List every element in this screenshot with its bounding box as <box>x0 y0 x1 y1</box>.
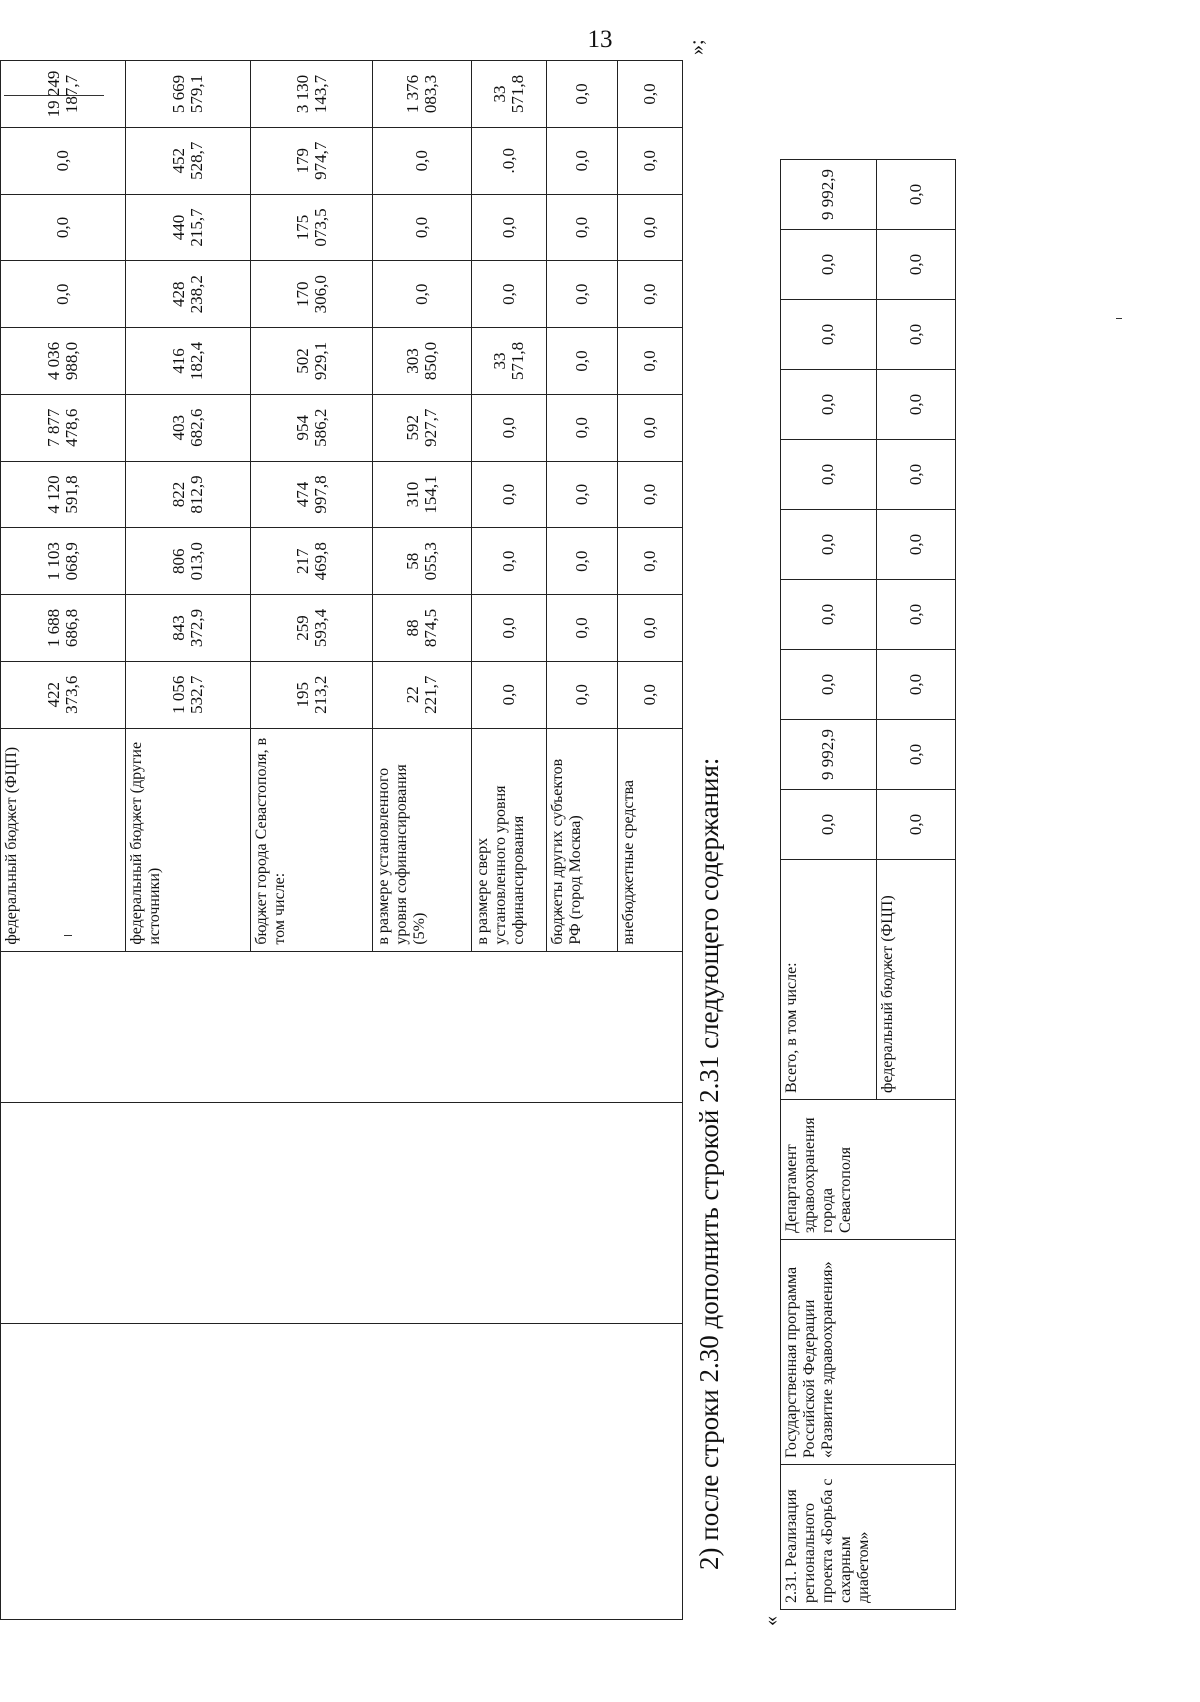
value-cell: 88 874,5 <box>373 595 472 662</box>
value-cell: 0,0 <box>876 440 955 510</box>
value-cell: 1 376 083,3 <box>373 61 472 128</box>
value-cell: 428 238,2 <box>126 261 251 328</box>
source-label: в размере установленного уровня софинансирования (5%) <box>373 728 472 951</box>
value-cell: 1 103 068,9 <box>1 528 126 595</box>
value-cell: 416 182,4 <box>126 328 251 395</box>
value-cell: 33 571,8 <box>472 61 547 128</box>
value-cell: 0,0 <box>781 230 877 300</box>
value-cell: .0,0 <box>472 127 547 194</box>
value-cell: 440 215,7 <box>126 194 251 261</box>
funding-table-continued <box>0 60 683 1620</box>
value-cell: 0,0 <box>472 528 547 595</box>
source-label: в размере сверх установленного уровня софинансирования <box>472 728 547 951</box>
value-cell: 954 586,2 <box>251 394 373 461</box>
value-cell: 0,0 <box>781 790 877 860</box>
source-label: внебюджетные средства <box>618 728 683 951</box>
value-cell: 1 056 532,7 <box>126 661 251 728</box>
value-cell: 0,0 <box>373 127 472 194</box>
amendment-text: 2) после строки 2.30 дополнить строкой 2.31 следующего содержания: <box>694 757 724 1570</box>
value-cell: 217 469,8 <box>251 528 373 595</box>
value-cell: 0,0 <box>547 261 618 328</box>
value-cell: 0,0 <box>472 595 547 662</box>
value-cell: 22 221,7 <box>373 661 472 728</box>
new-row-table <box>780 159 956 1610</box>
value-cell: 310 154,1 <box>373 461 472 528</box>
executor-cell: Департамент здравоохранения города Севастополя <box>781 1100 956 1240</box>
value-cell: 303 850,0 <box>373 328 472 395</box>
value-cell: 0,0 <box>618 61 683 128</box>
value-cell: 0,0 <box>547 61 618 128</box>
value-cell: 179 974,7 <box>251 127 373 194</box>
source-label: Всего, в том числе: <box>781 860 877 1100</box>
value-cell: 0,0 <box>547 194 618 261</box>
value-cell: 502 929,1 <box>251 328 373 395</box>
value-cell: 4 120 591,8 <box>1 461 126 528</box>
rotated-page-content <box>0 39 980 1626</box>
value-cell: 452 528,7 <box>126 127 251 194</box>
value-cell: 0,0 <box>876 230 955 300</box>
value-cell: 0,0 <box>1 127 126 194</box>
value-cell: 170 306,0 <box>251 261 373 328</box>
value-cell: 0,0 <box>876 790 955 860</box>
value-cell: 259 593,4 <box>251 595 373 662</box>
value-cell: 0,0 <box>618 661 683 728</box>
value-cell: 0,0 <box>472 194 547 261</box>
value-cell: 0,0 <box>876 370 955 440</box>
item-cell: 2.31. Реализация регионального проекта «Борьба с сахарным диабетом» <box>781 1465 956 1610</box>
value-cell: 403 682,6 <box>126 394 251 461</box>
program-cell-blank <box>1 1102 683 1323</box>
value-cell: 0,0 <box>547 328 618 395</box>
source-label: федеральный бюджет (ФЦП) <box>1 728 126 951</box>
value-cell: 0,0 <box>547 528 618 595</box>
value-cell: 0,0 <box>781 370 877 440</box>
value-cell: 19 249 187,7 <box>1 61 126 128</box>
value-cell: 0,0 <box>547 394 618 461</box>
value-cell: 0,0 <box>618 461 683 528</box>
value-cell: 0,0 <box>876 510 955 580</box>
source-label: федеральный бюджет (ФЦП) <box>876 860 955 1100</box>
value-cell: 195 213,2 <box>251 661 373 728</box>
value-cell: 0,0 <box>472 461 547 528</box>
value-cell: 0,0 <box>618 194 683 261</box>
value-cell: 0,0 <box>547 661 618 728</box>
value-cell: 9 992,9 <box>781 160 877 230</box>
value-cell: 0,0 <box>876 160 955 230</box>
value-cell: 0,0 <box>618 394 683 461</box>
value-cell: 843 372,9 <box>126 595 251 662</box>
value-cell: 0,0 <box>781 300 877 370</box>
page-number: 13 <box>587 26 613 53</box>
closing-quote-mark: »; <box>686 39 708 55</box>
value-cell: 4 036 988,0 <box>1 328 126 395</box>
value-cell: 58 055,3 <box>373 528 472 595</box>
value-cell: 33 571,8 <box>472 328 547 395</box>
value-cell: 0,0 <box>618 261 683 328</box>
scan-artifact-dash <box>1116 318 1122 319</box>
value-cell: 0,0 <box>472 261 547 328</box>
value-cell: 0,0 <box>373 194 472 261</box>
value-cell: 0,0 <box>876 300 955 370</box>
source-label: федеральный бюджет (другие источники) <box>126 728 251 951</box>
value-cell: 474 997,8 <box>251 461 373 528</box>
value-cell: 5 669 579,1 <box>126 61 251 128</box>
value-cell: 592 927,7 <box>373 394 472 461</box>
value-cell: 0,0 <box>876 650 955 720</box>
value-cell: 0,0 <box>547 127 618 194</box>
value-cell: 0,0 <box>547 461 618 528</box>
value-cell: 7 877 478,6 <box>1 394 126 461</box>
value-cell: 0,0 <box>373 261 472 328</box>
value-cell: 0,0 <box>1 261 126 328</box>
item-cell-blank <box>1 1324 683 1620</box>
value-cell: 0,0 <box>618 595 683 662</box>
opening-quote-mark: « <box>760 1616 782 1626</box>
value-cell: 0,0 <box>1 194 126 261</box>
value-cell: 0,0 <box>876 580 955 650</box>
source-label: бюджеты других субъектов РФ (город Москва) <box>547 728 618 951</box>
value-cell: 0,0 <box>618 528 683 595</box>
value-cell: 0,0 <box>618 328 683 395</box>
value-cell: 0,0 <box>876 720 955 790</box>
value-cell: 0,0 <box>781 510 877 580</box>
value-cell: 0,0 <box>472 394 547 461</box>
program-cell: Государственная программа Российской Федерации «Развитие здравоохранения» <box>781 1240 956 1465</box>
value-cell: 422 373,6 <box>1 661 126 728</box>
rotated-stage <box>0 39 980 1626</box>
source-label: бюджет города Севастополя, в том числе: <box>251 728 373 951</box>
value-cell: 1 688 686,8 <box>1 595 126 662</box>
value-cell: 175 073,5 <box>251 194 373 261</box>
value-cell: 0,0 <box>781 650 877 720</box>
value-cell: 0,0 <box>618 127 683 194</box>
value-cell: 806 013,0 <box>126 528 251 595</box>
value-cell: 3 130 143,7 <box>251 61 373 128</box>
value-cell: 0,0 <box>547 595 618 662</box>
value-cell: 0,0 <box>472 661 547 728</box>
executor-cell-blank <box>1 951 683 1102</box>
value-cell: 9 992,9 <box>781 720 877 790</box>
value-cell: 822 812,9 <box>126 461 251 528</box>
value-cell: 0,0 <box>781 580 877 650</box>
value-cell: 0,0 <box>781 440 877 510</box>
